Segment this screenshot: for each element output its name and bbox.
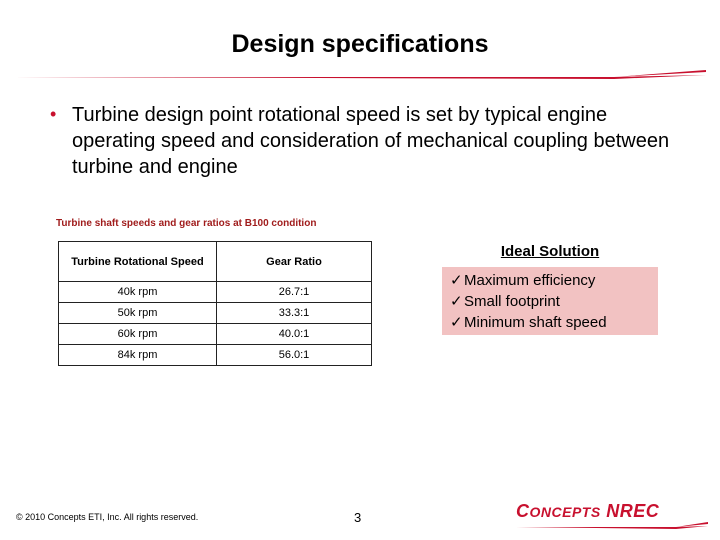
table-cell-ratio: 26.7:1 (217, 282, 372, 303)
list-item (450, 291, 658, 312)
ideal-item-label: Minimum shaft speed (464, 314, 607, 331)
ideal-item-label: Maximum efficiency (464, 272, 596, 289)
company-logo (516, 501, 659, 522)
ideal-solution-box (442, 267, 658, 335)
table-cell-speed: 60k rpm (59, 324, 217, 345)
table-row (59, 345, 372, 366)
bullet-dot-icon: • (50, 104, 57, 124)
table-header-gear-ratio: Gear Ratio (217, 242, 372, 282)
table-cell-speed: 84k rpm (59, 345, 217, 366)
table-cell-speed: 40k rpm (59, 282, 217, 303)
table-row (59, 324, 372, 345)
table-row (59, 282, 372, 303)
table-row (59, 303, 372, 324)
ideal-item-label: Small footprint (464, 293, 560, 310)
table-header-row (59, 242, 372, 282)
checkmark-icon: ✓ (450, 293, 463, 310)
table-cell-ratio: 56.0:1 (217, 345, 372, 366)
page-number: 3 (354, 510, 362, 525)
logo-word-rest: ONCEPTS (529, 504, 601, 520)
table-caption: Turbine shaft speeds and gear ratios at B100 condition (56, 218, 317, 229)
shaft-speeds-table (58, 241, 372, 366)
ideal-solution-heading: Ideal Solution (500, 243, 600, 260)
slide-title: Design specifications (231, 30, 489, 58)
checkmark-icon: ✓ (450, 272, 463, 289)
title-underline-swoosh (14, 68, 706, 84)
logo-initial: C (516, 501, 530, 521)
table-cell-ratio: 33.3:1 (217, 303, 372, 324)
table-header-speed: Turbine Rotational Speed (59, 242, 217, 282)
bullet-text: Turbine design point rotational speed is set by typical engine operating speed and consideration of mechanical coupling between turbine and engine (72, 104, 670, 178)
table-cell-speed: 50k rpm (59, 303, 217, 324)
logo-swoosh-icon (516, 521, 708, 531)
logo-word-second: NREC (606, 501, 660, 521)
checkmark-icon: ✓ (450, 314, 463, 331)
list-item (450, 270, 658, 291)
list-item (450, 312, 658, 333)
table-cell-ratio: 40.0:1 (217, 324, 372, 345)
copyright-notice: © 2010 Concepts ETI, Inc. All rights reserved. (16, 512, 199, 522)
bullet-list (50, 102, 690, 180)
